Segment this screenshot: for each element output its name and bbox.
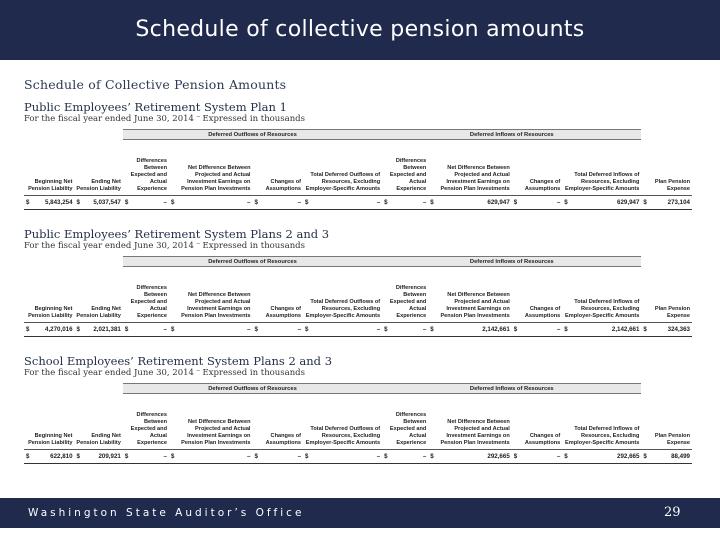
value-cell xyxy=(512,196,563,210)
currency-symbol: $ xyxy=(76,326,80,333)
cell-value: – xyxy=(376,453,381,460)
column-header: Plan Pension Expense xyxy=(641,140,692,196)
value-cell xyxy=(562,323,641,337)
column-header: Ending Net Pension Liability xyxy=(75,267,123,323)
cell-value: – xyxy=(422,453,427,460)
value-cell xyxy=(562,450,641,464)
cell-value: 273,104 xyxy=(667,199,690,206)
currency-symbol: $ xyxy=(430,326,434,333)
column-header: Total Deferred Inflows of Resources, Excluding Employer-Specific Amounts xyxy=(562,267,641,323)
cell-value: – xyxy=(422,199,427,206)
cell-value: – xyxy=(163,453,167,460)
value-cell xyxy=(428,196,511,210)
cell-value: 88,499 xyxy=(671,453,690,460)
schedule-section xyxy=(24,354,696,470)
column-header: Ending Net Pension Liability xyxy=(75,140,123,196)
cell-value: – xyxy=(556,326,561,333)
slide-title-bar xyxy=(0,0,720,60)
column-header: Plan Pension Expense xyxy=(641,394,692,450)
cell-value: – xyxy=(247,326,251,333)
cell-value: – xyxy=(247,199,251,206)
value-cell xyxy=(303,450,382,464)
value-cell xyxy=(169,196,252,210)
value-cell xyxy=(75,323,123,337)
column-header: Beginning Net Pension Liability xyxy=(24,267,75,323)
cell-value: – xyxy=(376,326,381,333)
group-header-row xyxy=(24,384,692,394)
cell-value: – xyxy=(297,199,302,206)
group-header-spacer xyxy=(641,130,692,140)
subtitle-separator: ⁻ xyxy=(195,114,201,124)
column-header: Total Deferred Outflows of Resources, Excluding Employer-Specific Amounts xyxy=(303,267,382,323)
column-header: Net Difference Between Projected and Actual Investment Earnings on Pension Plan Investments xyxy=(428,140,511,196)
currency-symbol: $ xyxy=(171,199,175,206)
column-header-row xyxy=(24,140,692,196)
currency-symbol: $ xyxy=(26,453,30,460)
value-cell xyxy=(75,196,123,210)
cell-value: 324,363 xyxy=(667,326,690,333)
cell-value: 209,921 xyxy=(98,453,121,460)
currency-symbol: $ xyxy=(171,326,175,333)
column-header-row xyxy=(24,394,692,450)
section-title: Public Employees’ Retirement System Plan 1 xyxy=(24,100,287,114)
cell-value: – xyxy=(422,326,427,333)
column-header: Beginning Net Pension Liability xyxy=(24,394,75,450)
column-header: Total Deferred Inflows of Resources, Excluding Employer-Specific Amounts xyxy=(562,140,641,196)
currency-symbol: $ xyxy=(430,453,434,460)
column-header: Changes of Assumptions xyxy=(512,394,563,450)
currency-symbol: $ xyxy=(124,199,129,206)
cell-value: 292,665 xyxy=(487,453,510,460)
cell-value: 629,947 xyxy=(617,199,640,206)
slide-title: Schedule of collective pension amounts xyxy=(135,16,585,42)
group-header-row xyxy=(24,130,692,140)
currency-symbol: $ xyxy=(564,453,568,460)
value-cell xyxy=(252,196,303,210)
cell-value: – xyxy=(297,453,302,460)
column-header: Beginning Net Pension Liability xyxy=(24,140,75,196)
document-heading: Schedule of Collective Pension Amounts xyxy=(24,77,287,92)
currency-symbol: $ xyxy=(26,199,30,206)
value-cell xyxy=(382,196,428,210)
currency-symbol: $ xyxy=(564,326,568,333)
pension-amounts-table xyxy=(24,129,692,210)
column-header: Plan Pension Expense xyxy=(641,267,692,323)
column-header: Changes of Assumptions xyxy=(252,394,303,450)
section-title: School Employees’ Retirement System Plans 2 and 3 xyxy=(24,354,333,368)
column-header-row xyxy=(24,267,692,323)
group-header-spacer xyxy=(24,384,123,394)
cell-value: – xyxy=(556,453,561,460)
pension-amounts-table xyxy=(24,256,692,337)
value-cell xyxy=(428,323,511,337)
group-header-row xyxy=(24,257,692,267)
value-cell xyxy=(641,196,692,210)
column-header: Changes of Assumptions xyxy=(252,267,303,323)
value-cell xyxy=(24,323,75,337)
currency-symbol: $ xyxy=(513,326,518,333)
column-header: Net Difference Between Projected and Actual Investment Earnings on Pension Plan Investments xyxy=(169,394,252,450)
deferred-inflows-header: Deferred Inflows of Resources xyxy=(382,257,641,267)
column-header: Ending Net Pension Liability xyxy=(75,394,123,450)
value-cell xyxy=(24,196,75,210)
currency-symbol: $ xyxy=(254,453,258,460)
value-cell xyxy=(24,450,75,464)
column-header: Net Difference Between Projected and Actual Investment Earnings on Pension Plan Investments xyxy=(169,267,252,323)
section-subtitle xyxy=(24,241,696,252)
column-header: Differences Between Expected and Actual Experience xyxy=(123,267,169,323)
cell-value: – xyxy=(247,453,251,460)
column-header: Differences Between Expected and Actual Experience xyxy=(382,394,428,450)
pension-amounts-table xyxy=(24,383,692,464)
currency-symbol: $ xyxy=(254,326,258,333)
currency-symbol: $ xyxy=(384,453,388,460)
currency-symbol: $ xyxy=(643,199,647,206)
value-cell xyxy=(169,323,252,337)
deferred-outflows-header: Deferred Outflows of Resources xyxy=(123,130,382,140)
currency-symbol: $ xyxy=(305,326,309,333)
column-header: Total Deferred Inflows of Resources, Excluding Employer-Specific Amounts xyxy=(562,394,641,450)
value-cell xyxy=(382,450,428,464)
currency-symbol: $ xyxy=(305,199,309,206)
group-header-spacer xyxy=(24,257,123,267)
currency-symbol: $ xyxy=(384,199,388,206)
currency-symbol: $ xyxy=(643,326,647,333)
cell-value: 2,021,381 xyxy=(93,326,121,333)
value-cell xyxy=(641,450,692,464)
value-cell xyxy=(169,450,252,464)
value-cell xyxy=(562,196,641,210)
currency-symbol: $ xyxy=(643,453,647,460)
currency-symbol: $ xyxy=(124,453,129,460)
column-header: Differences Between Expected and Actual Experience xyxy=(382,267,428,323)
slide-footer xyxy=(0,498,720,528)
section-subtitle xyxy=(24,114,696,125)
section-subtitle xyxy=(24,368,696,379)
cell-value: 5,037,547 xyxy=(93,199,121,206)
deferred-outflows-header: Deferred Outflows of Resources xyxy=(123,257,382,267)
value-cell xyxy=(123,450,169,464)
currency-symbol: $ xyxy=(513,199,518,206)
fiscal-year-text: For the fiscal year ended June 30, 2014 xyxy=(24,114,194,124)
currency-symbol: $ xyxy=(254,199,258,206)
value-cell xyxy=(252,450,303,464)
cell-value: 622,810 xyxy=(50,453,73,460)
values-row xyxy=(24,450,692,464)
value-cell xyxy=(252,323,303,337)
currency-symbol: $ xyxy=(171,453,175,460)
values-row xyxy=(24,196,692,210)
deferred-outflows-header: Deferred Outflows of Resources xyxy=(123,384,382,394)
section-title: Public Employees’ Retirement System Plans 2 and 3 xyxy=(24,227,330,241)
value-cell xyxy=(303,196,382,210)
group-header-spacer xyxy=(641,384,692,394)
group-header-spacer xyxy=(641,257,692,267)
currency-symbol: $ xyxy=(513,453,518,460)
currency-symbol: $ xyxy=(564,199,568,206)
cell-value: – xyxy=(376,199,381,206)
cell-value: – xyxy=(163,326,167,333)
cell-value: – xyxy=(297,326,302,333)
value-cell xyxy=(75,450,123,464)
cell-value: 629,947 xyxy=(487,199,510,206)
deferred-inflows-header: Deferred Inflows of Resources xyxy=(382,384,641,394)
value-cell xyxy=(512,323,563,337)
cell-value: – xyxy=(163,199,167,206)
currency-symbol: $ xyxy=(76,453,80,460)
column-header: Total Deferred Outflows of Resources, Excluding Employer-Specific Amounts xyxy=(303,394,382,450)
cell-value: 292,665 xyxy=(617,453,640,460)
column-header: Changes of Assumptions xyxy=(512,267,563,323)
value-cell xyxy=(512,450,563,464)
units-text: Expressed in thousands xyxy=(202,114,305,124)
cell-value: – xyxy=(556,199,561,206)
schedule-section xyxy=(24,227,696,348)
value-cell xyxy=(123,323,169,337)
column-header: Differences Between Expected and Actual Experience xyxy=(123,394,169,450)
column-header: Net Difference Between Projected and Actual Investment Earnings on Pension Plan Investments xyxy=(428,394,511,450)
column-header: Net Difference Between Projected and Actual Investment Earnings on Pension Plan Investments xyxy=(169,140,252,196)
column-header: Changes of Assumptions xyxy=(252,140,303,196)
units-text: Expressed in thousands xyxy=(202,241,305,251)
value-cell xyxy=(123,196,169,210)
deferred-inflows-header: Deferred Inflows of Resources xyxy=(382,130,641,140)
cell-value: 5,843,254 xyxy=(45,199,73,206)
currency-symbol: $ xyxy=(430,199,434,206)
currency-symbol: $ xyxy=(384,326,388,333)
column-header: Total Deferred Outflows of Resources, Excluding Employer-Specific Amounts xyxy=(303,140,382,196)
page-number: 29 xyxy=(664,505,681,520)
column-header: Changes of Assumptions xyxy=(512,140,563,196)
cell-value: 2,142,661 xyxy=(482,326,510,333)
units-text: Expressed in thousands xyxy=(202,368,305,378)
group-header-spacer xyxy=(24,130,123,140)
schedule-section xyxy=(24,100,696,221)
value-cell xyxy=(641,323,692,337)
column-header: Differences Between Expected and Actual Experience xyxy=(123,140,169,196)
subtitle-separator: ⁻ xyxy=(195,368,201,378)
cell-value: 2,142,661 xyxy=(611,326,640,333)
value-cell xyxy=(428,450,511,464)
currency-symbol: $ xyxy=(305,453,309,460)
footer-organization: Washington State Auditor’s Office xyxy=(28,507,305,519)
currency-symbol: $ xyxy=(26,326,30,333)
currency-symbol: $ xyxy=(124,326,129,333)
fiscal-year-text: For the fiscal year ended June 30, 2014 xyxy=(24,241,194,251)
cell-value: 4,270,016 xyxy=(45,326,73,333)
values-row xyxy=(24,323,692,337)
value-cell xyxy=(303,323,382,337)
pension-schedule-document xyxy=(24,76,696,470)
column-header: Net Difference Between Projected and Actual Investment Earnings on Pension Plan Investments xyxy=(428,267,511,323)
fiscal-year-text: For the fiscal year ended June 30, 2014 xyxy=(24,368,194,378)
column-header: Differences Between Expected and Actual Experience xyxy=(382,140,428,196)
currency-symbol: $ xyxy=(76,199,80,206)
subtitle-separator: ⁻ xyxy=(195,241,201,251)
value-cell xyxy=(382,323,428,337)
